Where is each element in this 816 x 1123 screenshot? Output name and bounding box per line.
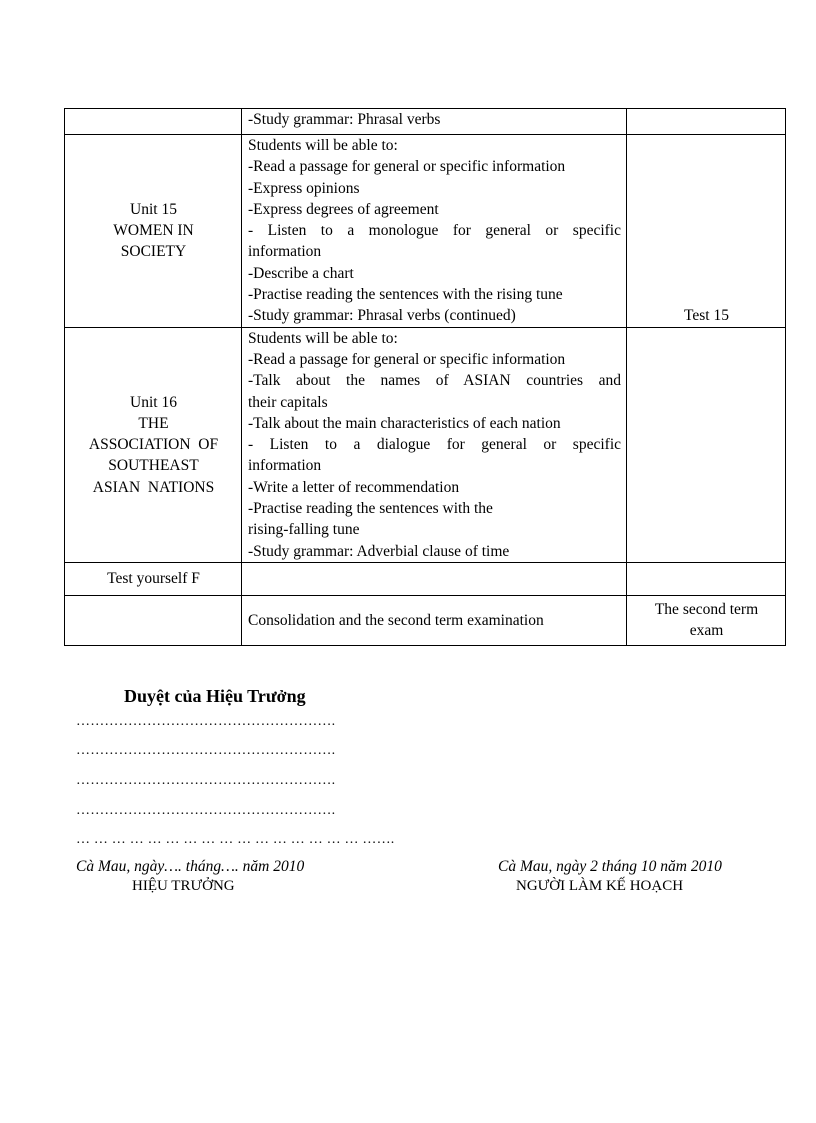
content-line: their capitals [248,393,328,411]
content-line: -Read a passage for general or specific information [248,350,566,368]
content-line: -Describe a chart [248,264,354,282]
unit-cell [65,595,242,645]
signature-role: NGƯỜI LÀM KẾ HOẠCH [516,878,684,894]
content-line: - Listen to a dialogue for general or specific [248,436,621,454]
content-line: information [248,457,322,475]
table-row [65,562,786,595]
table-row [65,135,786,328]
unit-line: ASIAN NATIONS [92,478,215,496]
content-line: information [248,243,322,261]
signature-role: HIỆU TRƯỞNG [132,878,235,894]
unit-line: Unit 15 [130,200,177,218]
content-line: -Study grammar: Phrasal verbs [248,111,441,128]
content-line: Students will be able to: [248,329,398,347]
unit-cell [65,109,242,135]
content-cell [242,109,627,135]
test-label: The second term [654,601,759,619]
unit-line: Unit 16 [130,393,177,411]
content-line: -Express degrees of agreement [248,200,439,218]
content-cell [242,135,627,328]
test-cell [627,327,786,562]
content-line: Consolidation and the second term examination [248,611,544,629]
content-line: rising-falling tune [248,521,360,539]
dotted-line: ………………………………………………. [76,803,336,818]
content-line: -Read a passage for general or specific information [248,158,566,176]
content-line: -Express opinions [248,179,360,197]
table-row [65,327,786,562]
content-line: -Practise reading the sentences with the rising tune [248,286,563,304]
unit-line: SOCIETY [120,243,187,261]
test-label: Test 15 [684,307,729,325]
principal-signature-block [76,857,336,895]
unit-cell [65,135,242,328]
test-cell [627,595,786,645]
content-line: Students will be able to: [248,137,398,154]
unit-cell [65,327,242,562]
dotted-line: ………………………………………………. [76,773,336,788]
dotted-line: … … … … … … … … … … … … … … … … ……. [76,832,395,847]
content-line: -Study grammar: Phrasal verbs (continued) [248,307,516,325]
planner-signature-block [498,857,748,895]
unit-line: ASSOCIATION OF [88,436,219,454]
approval-title: Duyệt của Hiệu Trưởng [124,686,306,706]
signature-date: Cà Mau, ngày 2 tháng 10 năm 2010 [498,858,722,875]
content-cell [242,327,627,562]
lesson-plan-table [64,108,786,646]
content-line: - Listen to a monologue for general or specific [248,222,621,240]
unit-line: THE [138,414,169,432]
test-cell [627,562,786,595]
content-cell [242,595,627,645]
dotted-line: ………………………………………………. [76,714,336,729]
content-line: -Write a letter of recommendation [248,478,460,496]
dotted-line: ………………………………………………. [76,743,336,758]
content-line: -Talk about the main characteristics of each nation [248,414,561,432]
signature-date: Cà Mau, ngày…. tháng…. năm 2010 [76,858,305,875]
table-row [65,595,786,645]
unit-line: Test yourself F [107,570,200,588]
content-cell [242,562,627,595]
unit-cell [65,562,242,595]
content-line: -Practise reading the sentences with the [248,500,493,518]
unit-line: SOUTHEAST [108,457,199,475]
unit-line: WOMEN IN [113,222,194,240]
content-line: -Study grammar: Adverbial clause of time [248,542,510,560]
table-row [65,109,786,135]
test-label: exam [689,622,724,640]
test-cell [627,109,786,135]
test-cell [627,135,786,328]
content-line: -Talk about the names of ASIAN countries and [248,372,621,390]
